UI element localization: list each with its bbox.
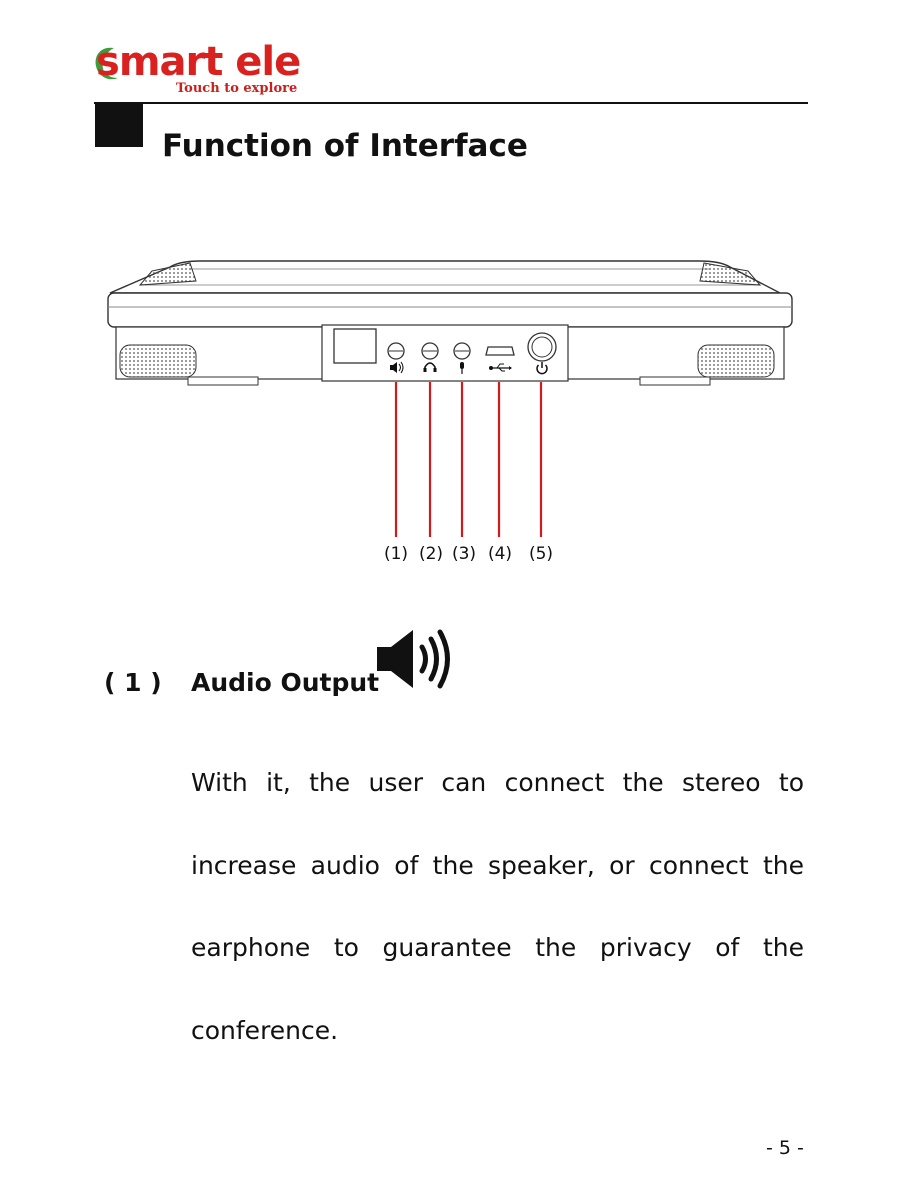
callout-label-2: (2) <box>418 544 444 564</box>
page-number: - 5 - <box>766 1137 804 1159</box>
callout-label-1: (1) <box>383 544 409 564</box>
callout-label-4: (4) <box>487 544 513 564</box>
callout-label-3: (3) <box>451 544 477 564</box>
section-number: ( 1 ) <box>104 668 162 697</box>
port-headphone-jack <box>422 343 438 359</box>
section-body: With it, the user can connect the stereo to increase audio of the speaker, or connect the earphone to guarantee the privacy of the conference. <box>191 768 804 1045</box>
port-audio-jack <box>388 343 404 359</box>
callout-label-5: (5) <box>528 544 554 564</box>
speaker-volume-icon <box>374 627 456 691</box>
section-title: Audio Output <box>191 668 380 697</box>
brand-logo <box>96 38 326 100</box>
device-interface-figure <box>100 255 800 575</box>
header-rule <box>94 102 808 104</box>
logo-wordmark <box>96 38 300 86</box>
logo-tagline: Touch to explore <box>176 81 298 96</box>
heading-marker <box>95 104 143 147</box>
port-usb <box>486 347 514 355</box>
port-power-button <box>528 333 556 361</box>
page-title: Function of Interface <box>162 128 528 164</box>
port-mic-jack <box>454 343 470 359</box>
logo-text: mart ele <box>118 39 301 85</box>
device-diagram <box>100 255 800 575</box>
logo-letter-s: s <box>96 39 119 85</box>
